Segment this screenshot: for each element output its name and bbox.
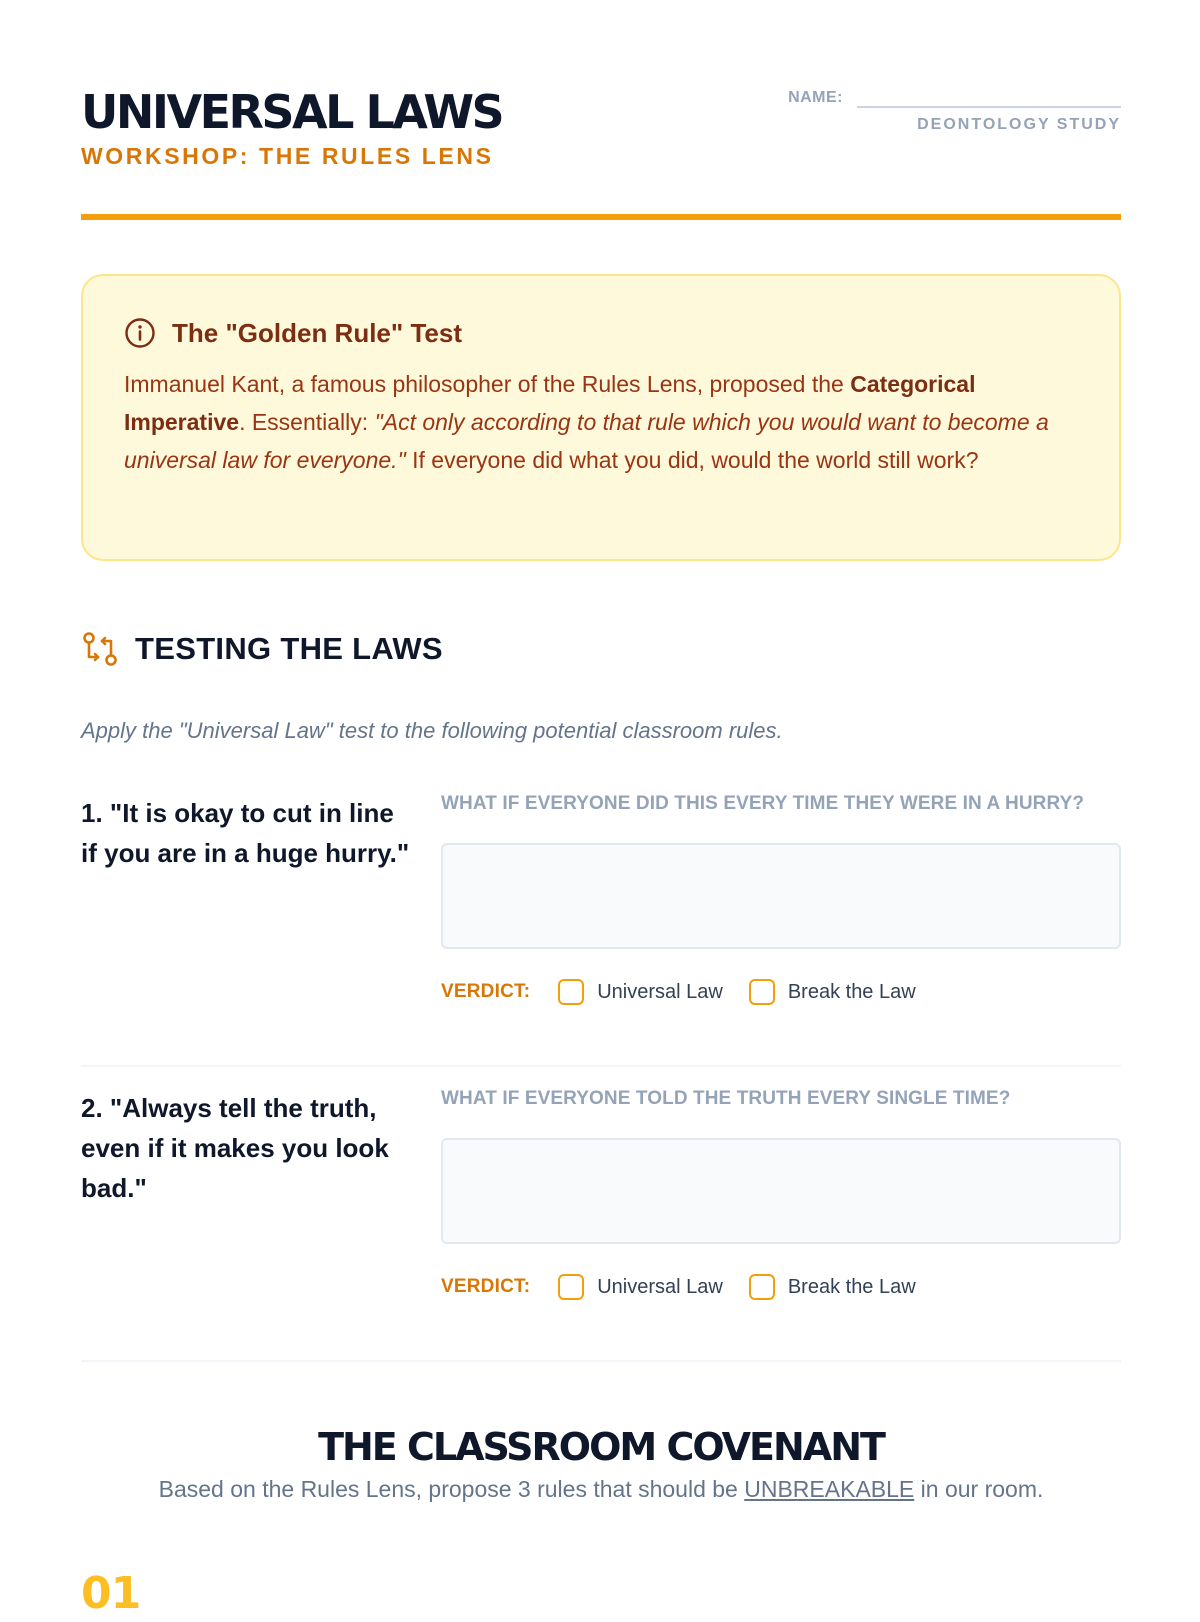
verdict-label: VERDICT: [441,1276,531,1297]
covenant-sub-part-1: Based on the Rules Lens, propose 3 rules that should be [158,1476,745,1502]
covenant-sub-emphasis: UNBREAKABLE [744,1476,915,1502]
question-1 [81,785,1121,1067]
question-1-verdict [441,976,942,1008]
header-divider [81,214,1121,220]
info-callout-header [124,316,1077,350]
q1-break-the-law-checkbox[interactable] [749,979,775,1005]
q2-option-universal-law[interactable] [558,1274,723,1300]
question-1-text: 1. "It is okay to cut in line if you are in a huge hurry." [81,798,410,868]
option-label: Break the Law [787,980,916,1003]
q1-universal-law-checkbox[interactable] [558,979,584,1005]
question-2 [81,1080,1121,1362]
info-callout-title: The "Golden Rule" Test [172,317,462,348]
q2-option-break-the-law[interactable] [749,1274,916,1300]
section-header [81,630,443,668]
info-text-quote: "Act only according to that rule which you would want to become a universal law for everyone." [124,409,1049,473]
rule-number-01: 01 [81,1568,141,1619]
covenant-subtitle [81,1476,1121,1503]
question-2-answer-box[interactable] [441,1138,1121,1244]
q2-break-the-law-checkbox[interactable] [749,1274,775,1300]
section-title: TESTING THE LAWS [135,631,443,666]
question-1-prompt: WHAT IF EVERYONE DID THIS EVERY TIME THEY WERE IN A HURRY? [441,793,1085,814]
question-2-text: 2. "Always tell the truth, even if it makes you look bad." [81,1093,389,1203]
git-compare-icon [81,630,119,668]
q2-universal-law-checkbox[interactable] [558,1274,584,1300]
info-text-part-1: Immanuel Kant, a famous philosopher of the Rules Lens, proposed the [124,371,851,397]
info-callout-text [124,365,1077,479]
info-callout [81,274,1121,561]
info-text-part-2: . Essentially: [239,409,375,435]
worksheet-page [81,0,1121,1619]
option-label: Universal Law [597,1275,723,1298]
q1-option-universal-law[interactable] [558,979,723,1005]
question-2-prompt: WHAT IF EVERYONE TOLD THE TRUTH EVERY SINGLE TIME? [441,1088,1011,1109]
option-label: Break the Law [787,1275,916,1298]
page-subtitle: WORKSHOP: THE RULES LENS [81,143,494,169]
info-icon [124,317,156,349]
section-intro: Apply the "Universal Law" test to the following potential classroom rules. [81,718,783,743]
covenant-title: THE CLASSROOM COVENANT [318,1425,884,1469]
info-text-part-3: If everyone did what you did, would the world still work? [405,447,979,473]
study-tag: DEONTOLOGY STUDY [917,116,1121,133]
question-2-verdict [441,1271,942,1303]
name-input-line[interactable] [857,84,1121,108]
verdict-label: VERDICT: [441,981,531,1002]
page-title: UNIVERSAL LAWS [81,85,503,139]
name-field-row [788,84,1121,108]
q1-option-break-the-law[interactable] [749,979,916,1005]
option-label: Universal Law [597,980,723,1003]
info-text-bold: Categorical Imperative [124,371,976,435]
covenant-sub-part-2: in our room. [914,1476,1044,1502]
question-1-answer-box[interactable] [441,843,1121,949]
name-label: NAME: [788,89,843,106]
